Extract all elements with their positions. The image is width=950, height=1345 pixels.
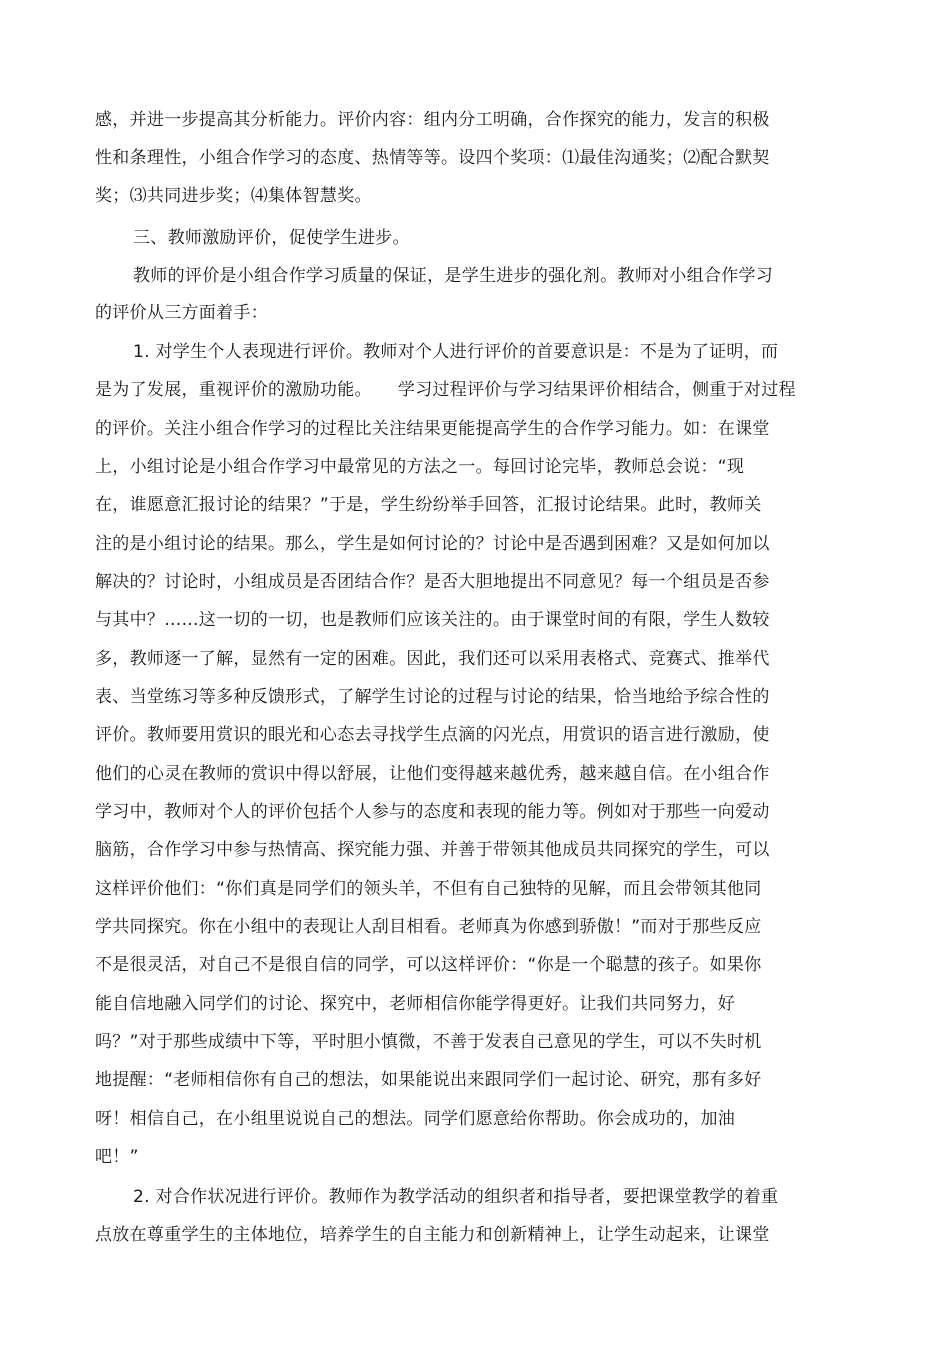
text-line: 的评价。关注小组合作学习的过程比关注结果更能提高学生的合作学习能力。如：在课堂: [95, 419, 770, 439]
text-line: 脑筋，合作学习中参与热情高、探究能力强、并善于带领其他成员共同探究的学生，可以: [95, 840, 770, 860]
text-line: 奖；⑶共同进步奖；⑷集体智慧奖。: [95, 186, 372, 206]
text-line: 上，小组讨论是小组合作学习中最常见的方法之一。每回讨论完毕，教师总会说：“现: [95, 457, 745, 477]
text-line: 的评价从三方面着手：: [95, 303, 268, 323]
text-line: 呀！相信自己，在小组里说说自己的想法。同学们愿意给你帮助。你会成功的，加油: [95, 1109, 736, 1129]
text-line: 地提醒：“老师相信你有自己的想法，如果能说出来跟同学们一起讨论、研究，那有多好: [95, 1070, 762, 1090]
text-line: 性和条理性，小组合作学习的态度、热情等等。设四个奖项：⑴最佳沟通奖；⑵配合默契: [95, 148, 770, 168]
text-line: 学习中，教师对个人的评价包括个人参与的态度和表现的能力等。例如对于那些一向爱动: [95, 802, 770, 822]
text-line: 表、当堂练习等多种反馈形式，了解学生讨论的过程与讨论的结果，恰当地给予综合性的: [95, 687, 770, 707]
text-line: 多，教师逐一了解，显然有一定的困难。因此，我们还可以采用表格式、竞赛式、推举代: [95, 649, 770, 669]
text-line: 感，并进一步提高其分析能力。评价内容：组内分工明确，合作探究的能力，发言的积极: [95, 110, 770, 130]
text-line: 不是很灵活，对自己不是很自信的同学，可以这样评价：“你是一个聪慧的孩子。如果你: [95, 955, 762, 975]
numbered-item-heading: 2. 对合作状况进行评价。教师作为教学活动的组织者和指导者，要把课堂教学的着重: [133, 1187, 779, 1207]
text-line: 评价。教师要用赏识的眼光和心态去寻找学生点滴的闪光点，用赏识的语言进行激励，使: [95, 725, 770, 745]
text-line: 注的是小组讨论的结果。那么，学生是如何讨论的？讨论中是否遇到困难？又是如何加以: [95, 534, 770, 554]
text-line: 点放在尊重学生的主体地位，培养学生的自主能力和创新精神上，让学生动起来，让课堂: [95, 1225, 770, 1245]
text-line: 学共同探究。你在小组中的表现让人刮目相看。老师真为你感到骄傲！”而对于那些反应: [95, 917, 762, 937]
text-line: 与其中？……这一切的一切，也是教师们应该关注的。由于课堂时间的有限，学生人数较: [95, 610, 770, 630]
text-line: 吗？”对于那些成绩中下等，平时胆小慎微，不善于发表自己意见的学生，可以不失时机: [95, 1032, 762, 1052]
section-heading: 三、教师激励评价，促使学生进步。: [133, 228, 410, 248]
text-line: 解决的？讨论时，小组成员是否团结合作？是否大胆地提出不同意见？每一个组员是否参: [95, 572, 770, 592]
text-line: 是为了发展，重视评价的激励功能。 学习过程评价与学习结果评价相结合，侧重于对过程: [95, 380, 796, 400]
text-line: 教师的评价是小组合作学习质量的保证，是学生进步的强化剂。教师对小组合作学习: [133, 266, 774, 286]
text-line: 他们的心灵在教师的赏识中得以舒展，让他们变得越来越优秀，越来越自信。在小组合作: [95, 764, 770, 784]
text-line: 这样评价他们：“你们真是同学们的领头羊，不但有自己独特的见解，而且会带领其他同: [95, 879, 762, 899]
text-line: 在，谁愿意汇报讨论的结果？”于是，学生纷纷举手回答，汇报讨论结果。此时，教师关: [95, 495, 762, 515]
text-line: 能自信地融入同学们的讨论、探究中，老师相信你能学得更好。让我们共同努力，好: [95, 994, 736, 1014]
numbered-item-heading: 1. 对学生个人表现进行评价。教师对个人进行评价的首要意识是：不是为了证明，而: [133, 342, 779, 362]
text-line: 吧！”: [95, 1147, 139, 1167]
